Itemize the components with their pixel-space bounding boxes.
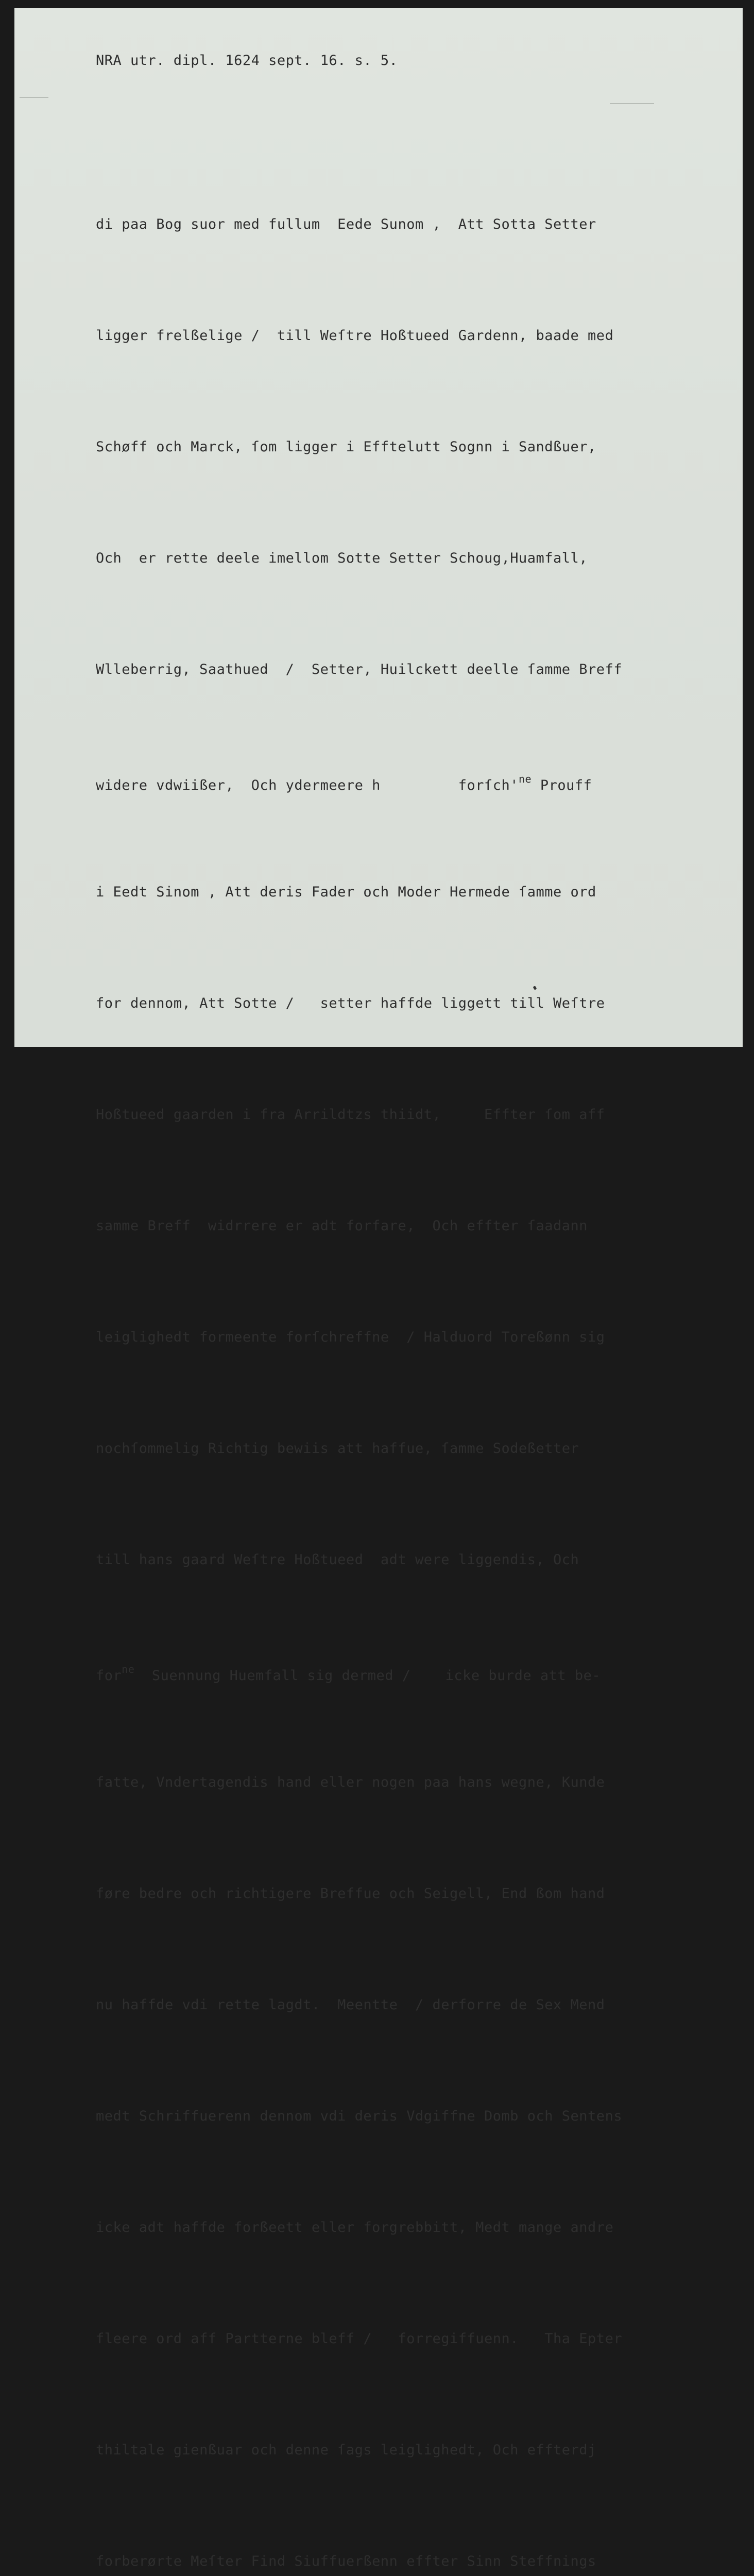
text-segment: Prouff <box>532 777 592 793</box>
text-line: di paa Bog suor med fullum Eede Sunom , Att Sotta Setter <box>96 216 596 232</box>
text-line: leiglighedt formeente forſchreffne / Halduord Toreßønn sig <box>96 1329 605 1345</box>
archive-reference: NRA utr. dipl. 1624 sept. 16. s. 5. <box>96 53 398 69</box>
margin-mark-right <box>610 103 654 104</box>
document-page <box>14 8 743 2569</box>
text-segment: for <box>96 1668 122 1684</box>
text-line: medt Schriffuerenn dennom vdi deris Vdgiffne Domb och Sentens <box>96 2108 623 2124</box>
text-line: icke adt haffde forßeett eller forgrebbitt, Medt mange andre <box>96 2219 614 2235</box>
text-line: forberørte Meſter Find Siuffuerßenn effter Sinn Steffnings <box>96 2553 596 2569</box>
text-line: till hans gaard Weſtre Hoßtueed adt were liggendis, Och <box>96 1552 579 1568</box>
text-line: samme Breff widrrere er adt forfare, Och effter ſaadann <box>96 1218 588 1234</box>
text-line: fleere ord aff Partterne bleff / forregiffuenn. Tha Epter <box>96 2331 623 2347</box>
superscript: ne <box>519 773 532 785</box>
superscript: ne <box>122 1663 135 1675</box>
text-line: fatte, Vndertagendis hand eller nogen paa hans wegne, Kunde <box>96 1774 605 1790</box>
text-line: Schøff och Marck, ſom ligger i Efftelutt Sognn i Sandßuer, <box>96 439 596 455</box>
text-line: ligger frelßelige / till Weſtre Hoßtueed Gardenn, baade med <box>96 328 614 344</box>
text-line <box>96 762 622 800</box>
text-line: i Eedt Sinom , Att deris Fader och Moder Hermede ſamme ord <box>96 884 596 900</box>
text-segment: widere vdwiißer, Och ydermeere h forſch' <box>96 777 519 793</box>
text-line: føre bedre och richtigere Breffue och Seigell, End ßom hand <box>96 1886 605 1902</box>
transcription-body <box>96 132 622 2576</box>
text-segment: Suennung Huemfall sig dermed / icke burde att be- <box>134 1668 601 1684</box>
text-line: nu haffde vdi rette lagdt. Meentte / derforre de Sex Mend <box>96 1997 605 2013</box>
text-line <box>96 1653 622 1690</box>
margin-mark-left <box>20 97 48 98</box>
text-line: thiltale gienßuar och denne ſags leiglighedt, Och effterdj <box>96 2442 596 2458</box>
text-line: nochſommelig Richtig bewiis att haffue, ſamme Sodeßetter <box>96 1440 579 1456</box>
text-line: Wlleberrig, Saathued / Setter, Huilckett deelle ſamme Breff <box>96 662 623 677</box>
text-line: Och er rette deele imellom Sotte Setter Schoug,Huamfall, <box>96 550 588 566</box>
text-line: for dennom, Att Sotte / setter haffde liggett till Weſtre <box>96 995 605 1011</box>
text-line: Hoßtueed gaarden i fra Arrildtzs thiidt, Effter ſom aff <box>96 1107 605 1123</box>
